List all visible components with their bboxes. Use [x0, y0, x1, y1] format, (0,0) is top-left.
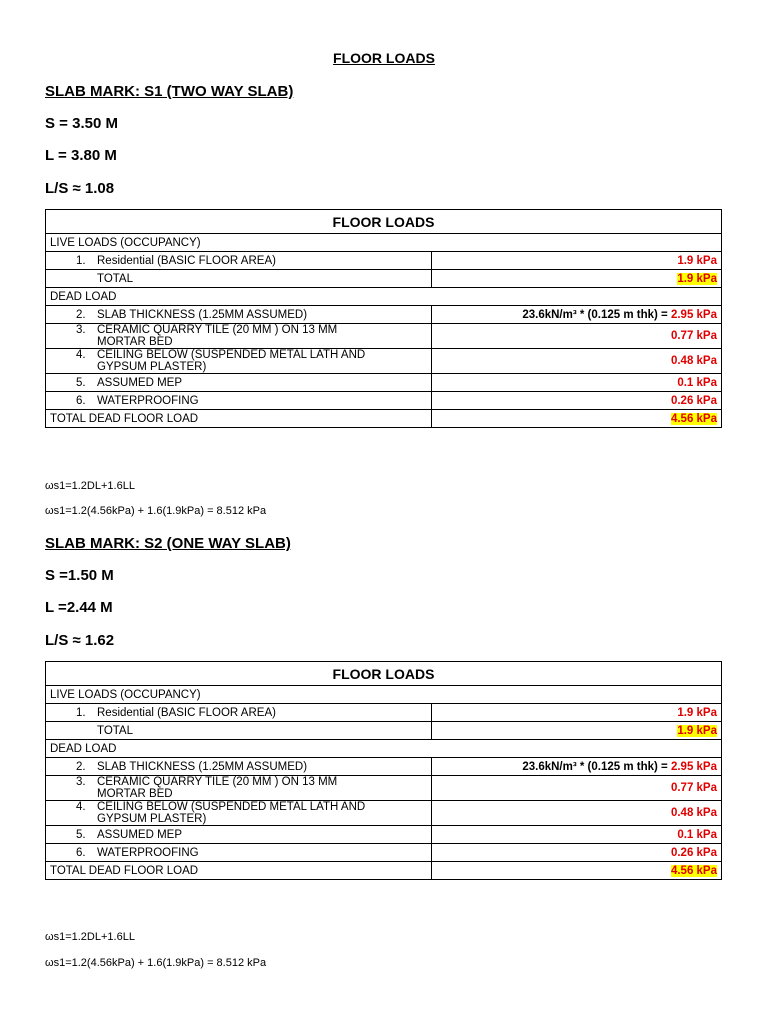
slab-s1-long-span: L = 3.80 M	[45, 147, 117, 164]
dead-total-value: 4.56 kPa	[432, 862, 722, 880]
dead-item-row-label: 3. CERAMIC QUARRY TILE (20 MM ) ON 13 MM MORTAR BED	[46, 324, 432, 349]
live-total-value: 1.9 kPa	[432, 722, 722, 740]
dead-load-header: DEAD LOAD	[46, 740, 722, 758]
dead-item-value: 23.6kN/m³ * (0.125 m thk) = 2.95 kPa	[432, 758, 722, 776]
dead-item-value: 0.77 kPa	[432, 776, 722, 801]
formula-s2-general: ωs1=1.2DL+1.6LL	[45, 931, 135, 943]
dead-item-row-label: 6. WATERPROOFING	[46, 844, 432, 862]
slab-heading-s1: SLAB MARK: S1 (TWO WAY SLAB)	[45, 83, 294, 100]
dead-item-row-label: 4. CEILING BELOW (SUSPENDED METAL LATH AND GYPSUM PLASTER)	[46, 801, 432, 826]
dead-item-row-label: 2. SLAB THICKNESS (1.25MM ASSUMED)	[46, 306, 432, 324]
dead-item-row-label: 5. ASSUMED MEP	[46, 374, 432, 392]
live-item-value: 1.9 kPa	[432, 704, 722, 722]
dead-item-value: 23.6kN/m³ * (0.125 m thk) = 2.95 kPa	[432, 306, 722, 324]
dead-total-label: TOTAL DEAD FLOOR LOAD	[46, 862, 432, 880]
floor-loads-table-s2	[45, 661, 722, 880]
live-item-row-label: 1. Residential (BASIC FLOOR AREA)	[46, 704, 432, 722]
live-item-row-label: 1. Residential (BASIC FLOOR AREA)	[46, 252, 432, 270]
dead-item-row-label: 3. CERAMIC QUARRY TILE (20 MM ) ON 13 MM MORTAR BED	[46, 776, 432, 801]
dead-item-row-label: 2. SLAB THICKNESS (1.25MM ASSUMED)	[46, 758, 432, 776]
slab-s2-ratio: L/S ≈ 1.62	[45, 632, 115, 649]
slab-s1-ratio: L/S ≈ 1.08	[45, 180, 115, 197]
live-item-value: 1.9 kPa	[432, 252, 722, 270]
table-title: FLOOR LOADS	[46, 662, 722, 686]
dead-item-value: 0.1 kPa	[432, 374, 722, 392]
dead-item-value: 0.48 kPa	[432, 349, 722, 374]
dead-item-value: 0.77 kPa	[432, 324, 722, 349]
dead-item-value: 0.26 kPa	[432, 392, 722, 410]
dead-total-label: TOTAL DEAD FLOOR LOAD	[46, 410, 432, 428]
live-total-value: 1.9 kPa	[432, 270, 722, 288]
floor-loads-table-s1	[45, 209, 722, 428]
formula-s1-general: ωs1=1.2DL+1.6LL	[45, 480, 135, 492]
page-title: FLOOR LOADS	[333, 50, 435, 66]
live-loads-header: LIVE LOADS (OCCUPANCY)	[46, 686, 722, 704]
dead-item-value: 0.48 kPa	[432, 801, 722, 826]
slab-heading-s2: SLAB MARK: S2 (ONE WAY SLAB)	[45, 535, 291, 552]
table-title: FLOOR LOADS	[46, 210, 722, 234]
live-total-label: TOTAL	[46, 270, 432, 288]
live-total-label: TOTAL	[46, 722, 432, 740]
dead-load-header: DEAD LOAD	[46, 288, 722, 306]
dead-item-value: 0.26 kPa	[432, 844, 722, 862]
dead-item-value: 0.1 kPa	[432, 826, 722, 844]
formula-s1-computed: ωs1=1.2(4.56kPa) + 1.6(1.9kPa) = 8.512 kPa	[45, 505, 267, 517]
slab-s2-long-span: L =2.44 M	[45, 599, 113, 616]
dead-item-row-label: 4. CEILING BELOW (SUSPENDED METAL LATH AND GYPSUM PLASTER)	[46, 349, 432, 374]
dead-item-row-label: 5. ASSUMED MEP	[46, 826, 432, 844]
live-loads-header: LIVE LOADS (OCCUPANCY)	[46, 234, 722, 252]
slab-s1-short-span: S = 3.50 M	[45, 115, 118, 132]
formula-s2-computed: ωs1=1.2(4.56kPa) + 1.6(1.9kPa) = 8.512 kPa	[45, 957, 267, 969]
slab-s2-short-span: S =1.50 M	[45, 567, 114, 584]
dead-item-row-label: 6. WATERPROOFING	[46, 392, 432, 410]
dead-total-value: 4.56 kPa	[432, 410, 722, 428]
